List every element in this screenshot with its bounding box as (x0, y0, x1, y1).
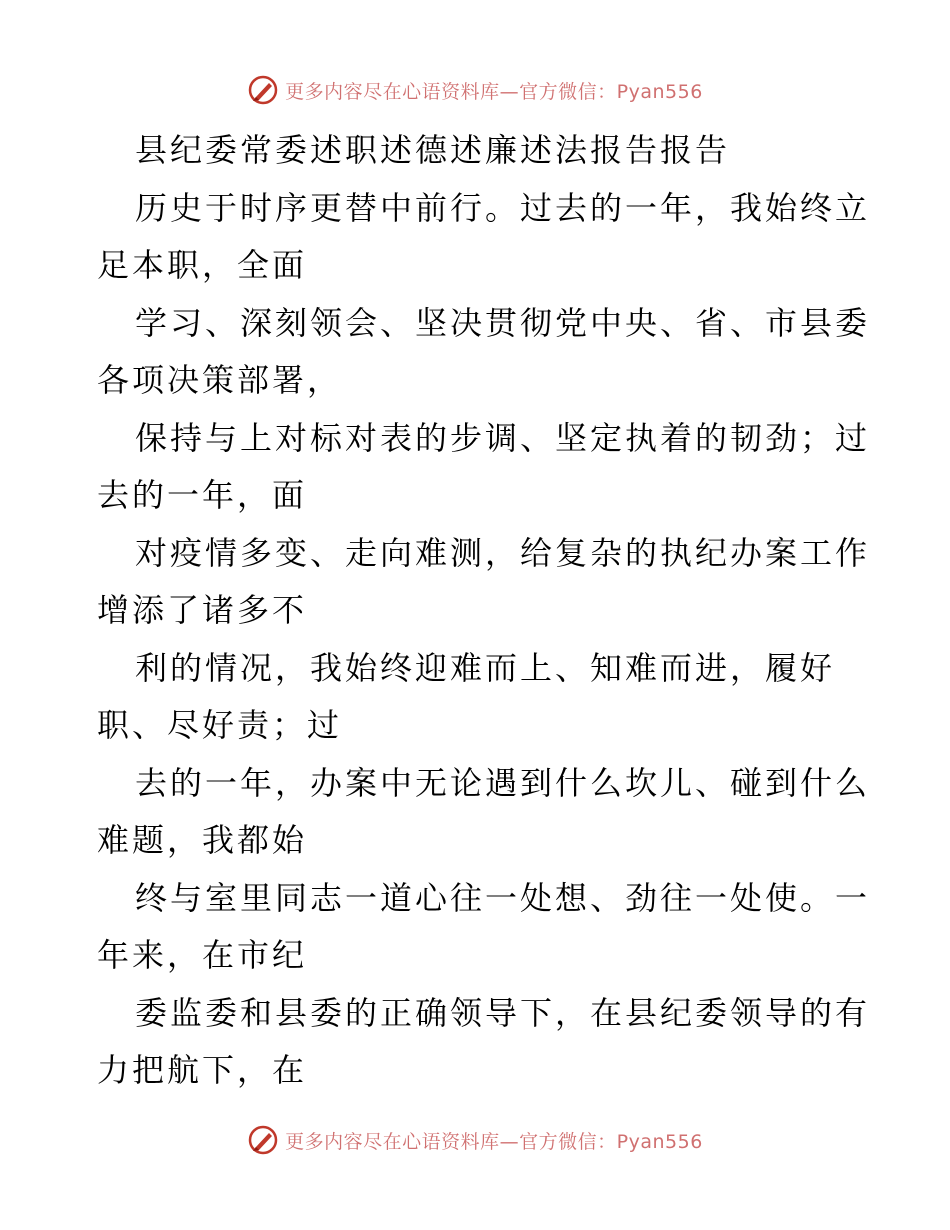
paragraph-line: 保持与上对标对表的步调、坚定执着的韧劲；过 (135, 419, 871, 457)
paragraph-line: 增添了诸多不 (97, 591, 308, 629)
document-title: 县纪委常委述职述德述廉述法报告报告 (135, 131, 731, 169)
watermark-text: 更多内容尽在心语资料库—官方微信：Pyan556 (285, 80, 703, 103)
paragraph-line: 历史于时序更替中前行。过去的一年，我始终立 (135, 189, 871, 227)
paragraph-line: 利的情况，我始终迎难而上、知难而进，履好 (135, 649, 836, 687)
paragraph-line: 职、尽好责；过 (97, 706, 343, 744)
paragraph-line: 终与室里同志一道心往一处想、劲往一处使。一 (135, 879, 871, 917)
paragraph-line: 对疫情多变、走向难测，给复杂的执纪办案工作 (135, 534, 871, 572)
watermark-text: 更多内容尽在心语资料库—官方微信：Pyan556 (285, 1130, 703, 1153)
pen-logo-icon (247, 74, 279, 106)
footer-watermark (0, 1120, 950, 1160)
paragraph-line: 年来，在市纪 (97, 936, 308, 974)
header-watermark (0, 70, 950, 110)
paragraph-line: 各项决策部署， (97, 361, 343, 399)
pen-logo-icon (247, 1124, 279, 1156)
paragraph-line: 去的一年，面 (97, 476, 308, 514)
paragraph-line: 学习、深刻领会、坚决贯彻党中央、省、市县委 (135, 304, 871, 342)
paragraph-line: 力把航下，在 (97, 1051, 308, 1089)
paragraph-line: 去的一年，办案中无论遇到什么坎儿、碰到什么 (135, 764, 871, 802)
paragraph-line: 难题，我都始 (97, 821, 308, 859)
paragraph-line: 委监委和县委的正确领导下，在县纪委领导的有 (135, 994, 871, 1032)
paragraph-line: 足本职，全面 (97, 246, 308, 284)
